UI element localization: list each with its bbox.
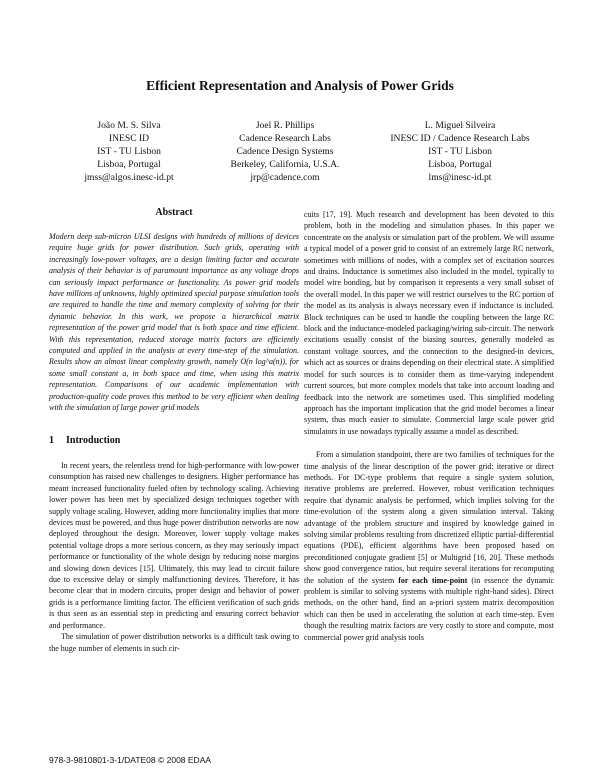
author-location: Berkeley, California, U.S.A. <box>230 159 340 170</box>
right-paragraph-2 <box>304 449 554 643</box>
abstract-heading: Abstract <box>155 207 193 218</box>
author-affiliation: INESC ID <box>108 133 150 144</box>
author-block-1 <box>58 119 200 184</box>
author-affiliation: INESC ID / Cadence Research Labs <box>390 133 530 144</box>
right-paragraph-2-end: (in essence the dynamic problem is similar to solving systems with multiple right-hand sides). Direct methods, on the other hand, find an a-priori system matrix decomposition which can then be used in accelerating the solution at each time-step. Even though the resulting matrix factors are very costly to store and compute, most commercial power grid analysis tools <box>304 575 555 642</box>
author-email: jmss@algos.inesc-id.pt <box>84 172 174 183</box>
author-institution: IST - TU Lisbon <box>428 146 492 157</box>
abstract-section <box>49 207 299 414</box>
author-email: jrp@cadence.com <box>250 172 320 183</box>
author-institution: Cadence Design Systems <box>236 146 334 157</box>
author-name: Joel R. Phillips <box>255 120 315 131</box>
author-name: João M. S. Silva <box>97 120 161 131</box>
copyright-footer: 978-3-9810801-3-1/DATE08 © 2008 EDAA <box>49 755 212 765</box>
author-email: lms@inesc-id.pt <box>428 172 492 183</box>
author-name: L. Miguel Silveira <box>424 120 496 131</box>
author-institution: IST - TU Lisbon <box>97 146 161 157</box>
emphasis-text: for each time-point <box>398 575 468 585</box>
right-paragraph-1: cuits [17, 19]. Much research and development has been devoted to this problem, both in the modeling and simulation phases. In this paper we concentrate on the analysis or simulation part of the problem. We will assume a typical model of a power grid to consist of an extremely large RC network, sometimes with millions of nodes, with a complex set of excitation sources and drains. Inductance is sometimes also included in the model, typically to model wire bonding, but by comparison it represents a very small subset of the overall model. In this paper we will restrict ourselves to the RC portion of the model as its analysis is always necessary even if inductance is included. Block techniques can be used to handle the coupling between the large RC block and the inductance-modeled packaging/wiring sub-circuit. The network excitations usually consist of the biasing sources, generally modeled as constant voltage sources, and the connection to the designed-in devices, which act as sources or drains depending on their electrical state. A simplified model for such sources is to consider them as time-varying independent current sources, but more complex models that take into account loading and feedback into the network are sometimes used. This simplified modeling approach has the important implication that the grid model becomes a linear system, thus much easier to simulate. Commercial large scale power grid simulators in use nowadays typically assume a model as described. <box>304 210 554 436</box>
author-location: Lisboa, Portugal <box>428 159 492 170</box>
intro-paragraph-1: In recent years, the relentless trend for high-performance with low-power consumption has raised new challenges to designers. Higher performance has meant increased functionality fueled often by technology scaling. Achieving lower power has been met by specialized design techniques together with supply voltage scaling. However, adding more functionality implies that more devices must be powered, and thus huge power distribution networks are now deployed throughout the design. Moreover, lower supply voltage makes potential voltage drops a more serious concern, as they may seriously impact performance or functionality of the whole design by reducing noise margins and slowing down devices [15]. Ultimately, this may lead to circuit failure due to excessive delay or simply malfunctioning devices. Therefore, it has become clear that in modern circuits, proper design and behavior of power grids is a performance limiting factor. The efficient verification of such grids is thus seen as an essential step in predicting and ensuring correct behavior and performance. <box>49 461 299 630</box>
section-title: Introduction <box>66 435 121 446</box>
section-number: 1 <box>49 435 54 446</box>
section-heading-introduction <box>49 435 299 446</box>
introduction-body <box>49 460 299 654</box>
paper-title: Efficient Representation and Analysis of Power Grids <box>146 78 454 93</box>
right-column <box>304 209 554 643</box>
author-affiliation: Cadence Research Labs <box>239 133 331 144</box>
right-paragraph-2-start: From a simulation standpoint, there are two families of techniques for the time analysis of the linear description of the power grid: iterative or direct methods. For DC-type problems that require a single system solution, iterative problems are preferred. However, robust verification techniques require that dynamic analysis be performed, which implies solving for the time-evolution of the system along a given simulation interval. Taking advantage of the problem structure and inspired by knowledge gained in solving similar problems resulting from discretized elliptic partial-differential equations (PDE), efficient algorithms have been proposed based on preconditioned conjugate gradient [5] or Multigrid [16, 20]. These methods show good convergence ratios, but require several iterations for recomputing the solution of the system <box>304 450 554 585</box>
abstract-text: Modern deep sub-micron ULSI designs with hundreds of millions of devices require huge grids for power distribution. Such grids, operating with increasingly low-power voltages, are a design limiting factor and accurate analysis of their behavior is of paramount importance as any voltage drops can seriously impact performance or functionality. As power grid models have millions of unknowns, highly optimized special purpose simulation tools are required to handle the time and memory complexity of solving for their dynamic behavior. In this work, we propose a hierarchical matrix representation of the power grid model that is both space and time efficient. With this representation, reduced storage matrix factors are efficiently computed and applied in the analysis at every time-step of the simulation. Results show an almost linear complexity growth, namely O(n log^a(n)), for some small constant a, in both space and time, when using this matrix representation. Comparisons of our academic implementation with production-quality code proves this method to be very efficient when dealing with the simulation of large power grid models <box>49 232 299 413</box>
author-location: Lisboa, Portugal <box>97 159 161 170</box>
author-block-3 <box>365 119 555 184</box>
author-block-2 <box>200 119 370 184</box>
intro-paragraph-2: The simulation of power distribution networks is a difficult task owing to the huge number of elements in such cir- <box>49 632 299 653</box>
